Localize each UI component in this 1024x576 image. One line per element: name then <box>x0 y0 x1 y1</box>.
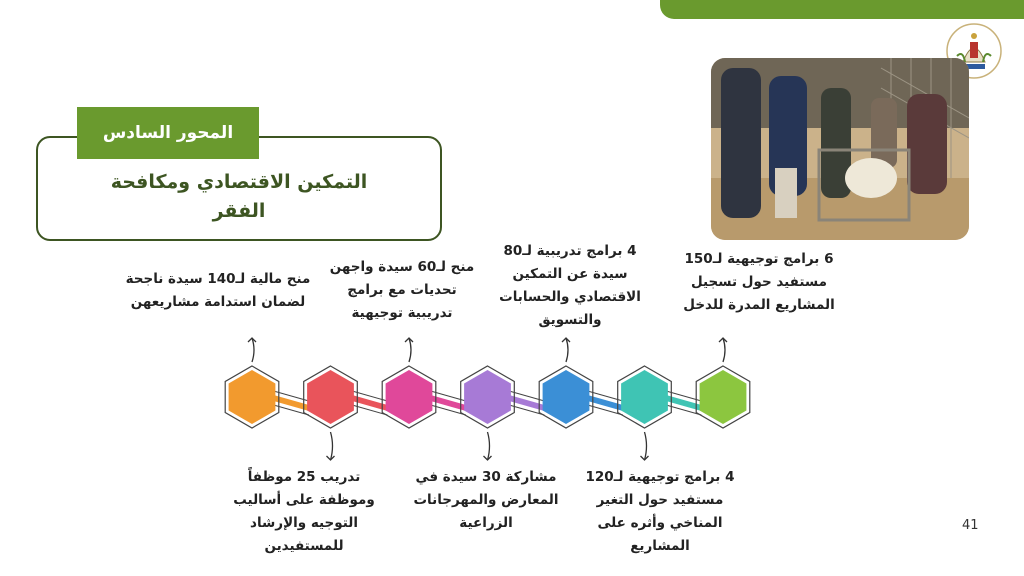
arrow-up-icon <box>719 338 727 362</box>
arrow-up-icon <box>405 338 413 362</box>
arrow-down-icon <box>641 432 649 460</box>
milestone-note-1: منح مالية لـ140 سيدة ناجحة لضمان استدامة مشاريعهن <box>125 271 311 310</box>
hexagon-node-2 <box>307 370 354 424</box>
milestone-note-3: منح لـ60 سيدة واجهن تحديات مع برامج تدريبية توجيهية <box>329 259 475 321</box>
page-number: 41 <box>962 518 979 533</box>
hexagon-node-1 <box>229 370 276 424</box>
arrow-down-icon <box>484 432 492 460</box>
section-title: التمكين الاقتصادي ومكافحة الفقر <box>110 171 368 222</box>
hexagon-node-4 <box>464 370 511 424</box>
milestone-note-2: تدريب 25 موظفاً وموظفة على أساليب التوجيه والإرشاد للمستفيدين <box>233 469 375 554</box>
milestone-note-5: 4 برامج تدريبية لـ80 سيدة عن التمكين الاقتصادي والحسابات والتسويق <box>499 243 641 328</box>
section-badge: المحور السادس <box>77 107 259 159</box>
hexagon-node-7 <box>700 370 747 424</box>
arrow-up-icon <box>248 338 256 362</box>
arrow-up-icon <box>562 338 570 362</box>
milestone-note-6: 4 برامج توجيهية لـ120 مستفيد حول التغير المناخي وأثره على المشاريع <box>585 469 735 554</box>
hexagon-node-5 <box>543 370 590 424</box>
milestone-note-7: 6 برامج توجيهية لـ150 مستفيد حول تسجيل المشاريع المدرة للدخل <box>683 251 835 313</box>
hexagon-node-6 <box>621 370 668 424</box>
hexagon-node-3 <box>386 370 433 424</box>
milestone-note-4: مشاركة 30 سيدة في المعارض والمهرجانات الزراعية <box>413 469 559 531</box>
arrow-down-icon <box>327 432 335 460</box>
